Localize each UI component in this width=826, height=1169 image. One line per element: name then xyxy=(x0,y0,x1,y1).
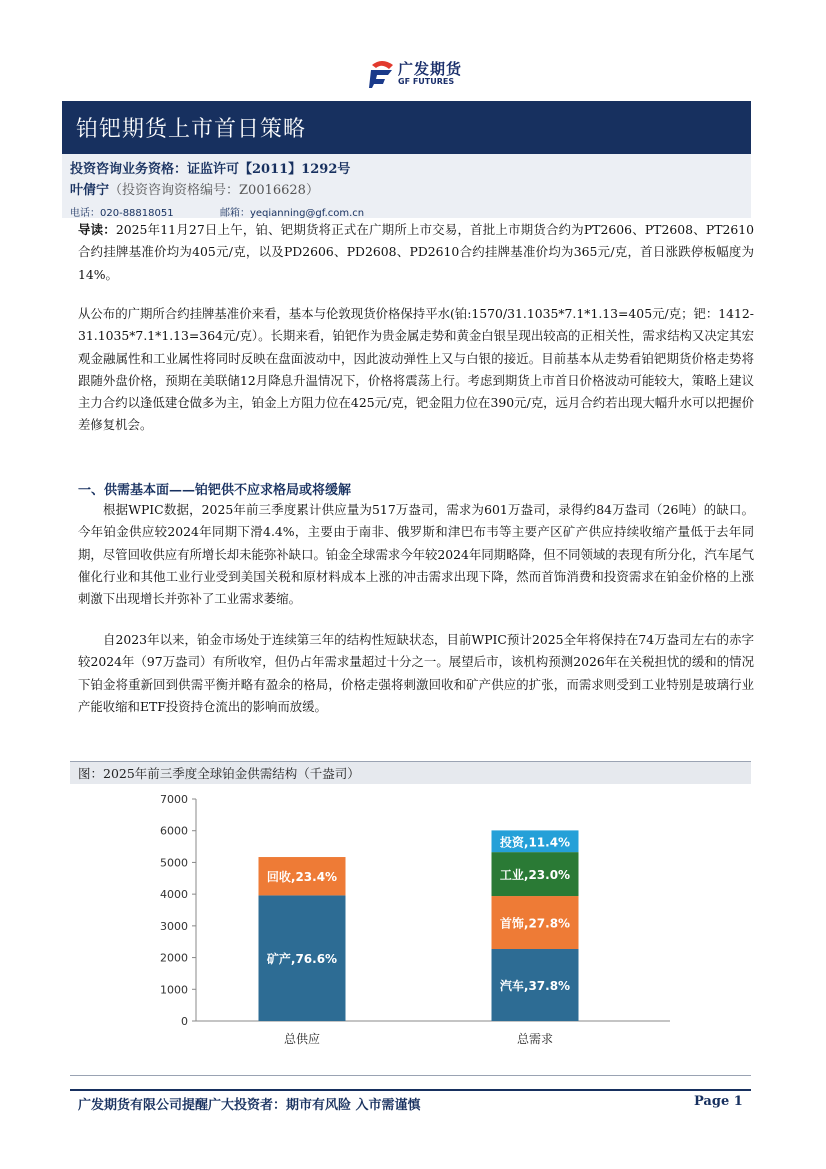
y-tick-label: 3000 xyxy=(160,919,188,933)
section-heading: 一、供需基本面——铂钯供不应求格局或将缓解 xyxy=(78,483,352,498)
page-title: 铂钯期货上市首日策略 xyxy=(76,117,307,142)
logo-text: 广发期货 xyxy=(398,60,463,78)
qualification-line: 投资咨询业务资格：证监许可【2011】1292号 xyxy=(70,162,351,177)
figure-header xyxy=(70,761,751,784)
y-tick-label: 0 xyxy=(181,1015,188,1028)
author-license: （投资咨询资格编号：Z0016628） xyxy=(109,183,319,198)
x-category-label: 总供应 xyxy=(283,1032,321,1046)
outlook-paragraph: 自2023年以来，铂金市场处于连续第三年的结构性短缺状态，目前WPIC预计2025全年将保持在74万盎司左右的赤字较2024年（97万盎司）有所收窄，但仍占年需求量超过十分之一。展望后市，该机构预测2026年在关税担忧的缓和的情况下铂金将重新回到供需平衡并略有盈余的格局，价格走强将刺激回收和矿产供应的扩张，而需求则受到工业特别是玻璃行业产能收缩和ETF投资持仓流出的影响而放缓。 xyxy=(78,632,754,714)
chart-container xyxy=(70,783,751,1075)
author-info-box xyxy=(62,154,751,218)
bar-data-label: 汽车,37.8% xyxy=(499,979,571,994)
y-tick-label: 4000 xyxy=(160,888,188,902)
gf-logo-icon xyxy=(368,59,396,89)
author-name: 叶倩宁 xyxy=(70,183,110,198)
intro-text: 2025年11月27日上午，铂、钯期货将正式在广期所上市交易，首批上市期货合约为PT2606、PT2608、PT2610合约挂牌基准价均为405元/克，以及PD2606、PD2608、PD2610合约挂牌基准价均为365元/克，首日涨跌停板幅度为14%。 xyxy=(78,222,754,282)
bar-data-label: 首饰,27.8% xyxy=(499,916,571,931)
phone-text: 电话：020-88818051 xyxy=(70,208,174,219)
y-tick-label: 5000 xyxy=(160,856,188,870)
footer-rule xyxy=(70,1089,751,1091)
contact-line xyxy=(70,204,364,219)
footer-disclaimer: 广发期货有限公司提醒广大投资者：期市有风险 入市需谨慎 xyxy=(78,1098,421,1113)
figure-bottom-rule xyxy=(70,1075,751,1076)
author-line xyxy=(70,179,319,198)
strategy-paragraph: 从公布的广期所合约挂牌基准价来看，基本与伦敦现货价格保持平水(铂:1570/31.1035*7.1*1.13=405元/克；钯：1412-31.1035*7.1*1.13=364元/克）。长期来看，铂钯作为贵金属走势和黄金白银呈现出较高的正相关性，需求结构又决定其宏观金融属性和工业属性将同时反映在盘面波动中，因此波动弹性上又与白银的接近。目前基本从走势看铂钯期货价格走势将跟随外盘价格，预期在美联储12月降息升温情况下，价格将震荡上行。考虑到期货上市首日价格波动可能较大，策略上建议主力合约以逢低建仓做多为主，铂金上方阻力位在425元/克，钯金阻力位在390元/克，远月合约若出现大幅升水可以把握价差修复机会。 xyxy=(78,306,754,433)
y-tick-label: 7000 xyxy=(160,793,188,806)
supply-demand-paragraph: 根据WPIC数据，2025年前三季度累计供应量为517万盎司，需求为601万盎司，录得约84万盎司（26吨）的缺口。今年铂金供应较2024年同期下滑4.4%，主要由于南非、俄罗斯和津巴布韦等主要产区矿产供应持续收缩产量低于去年同期，尽管回收供应有所增长却未能弥补缺口。铂金全球需求今年较2024年同期略降，但不同领域的表现有所分化，汽车尾气催化行业和其他工业行业受到美国关税和原材料成本上涨的冲击需求出现下降，然而首饰消费和投资需求在铂金价格的上涨刺激下出现增长并弥补了工业需求萎缩。 xyxy=(78,502,754,607)
bar-data-label: 矿产,76.6% xyxy=(266,952,338,967)
bar-data-label: 工业,23.0% xyxy=(499,868,571,883)
figure-title: 图：2025年前三季度全球铂金供需结构（千盎司） xyxy=(78,766,360,781)
y-tick-label: 6000 xyxy=(160,824,188,838)
y-tick-label: 2000 xyxy=(160,951,188,965)
intro-paragraph xyxy=(78,219,754,286)
stacked-bar-chart xyxy=(70,783,751,1075)
page-number: Page 1 xyxy=(694,1094,743,1109)
logo-subtitle: GF FUTURES xyxy=(398,77,455,86)
company-logo xyxy=(368,57,468,91)
title-bar xyxy=(62,101,751,154)
intro-lead: 导读： xyxy=(78,222,116,237)
email-link[interactable]: 邮箱：yeqianning@gf.com.cn xyxy=(219,208,365,219)
bar-data-label: 投资,11.4% xyxy=(499,835,571,850)
bar-data-label: 回收,23.4% xyxy=(266,870,338,885)
x-category-label: 总需求 xyxy=(516,1032,554,1046)
y-tick-label: 1000 xyxy=(160,983,188,997)
